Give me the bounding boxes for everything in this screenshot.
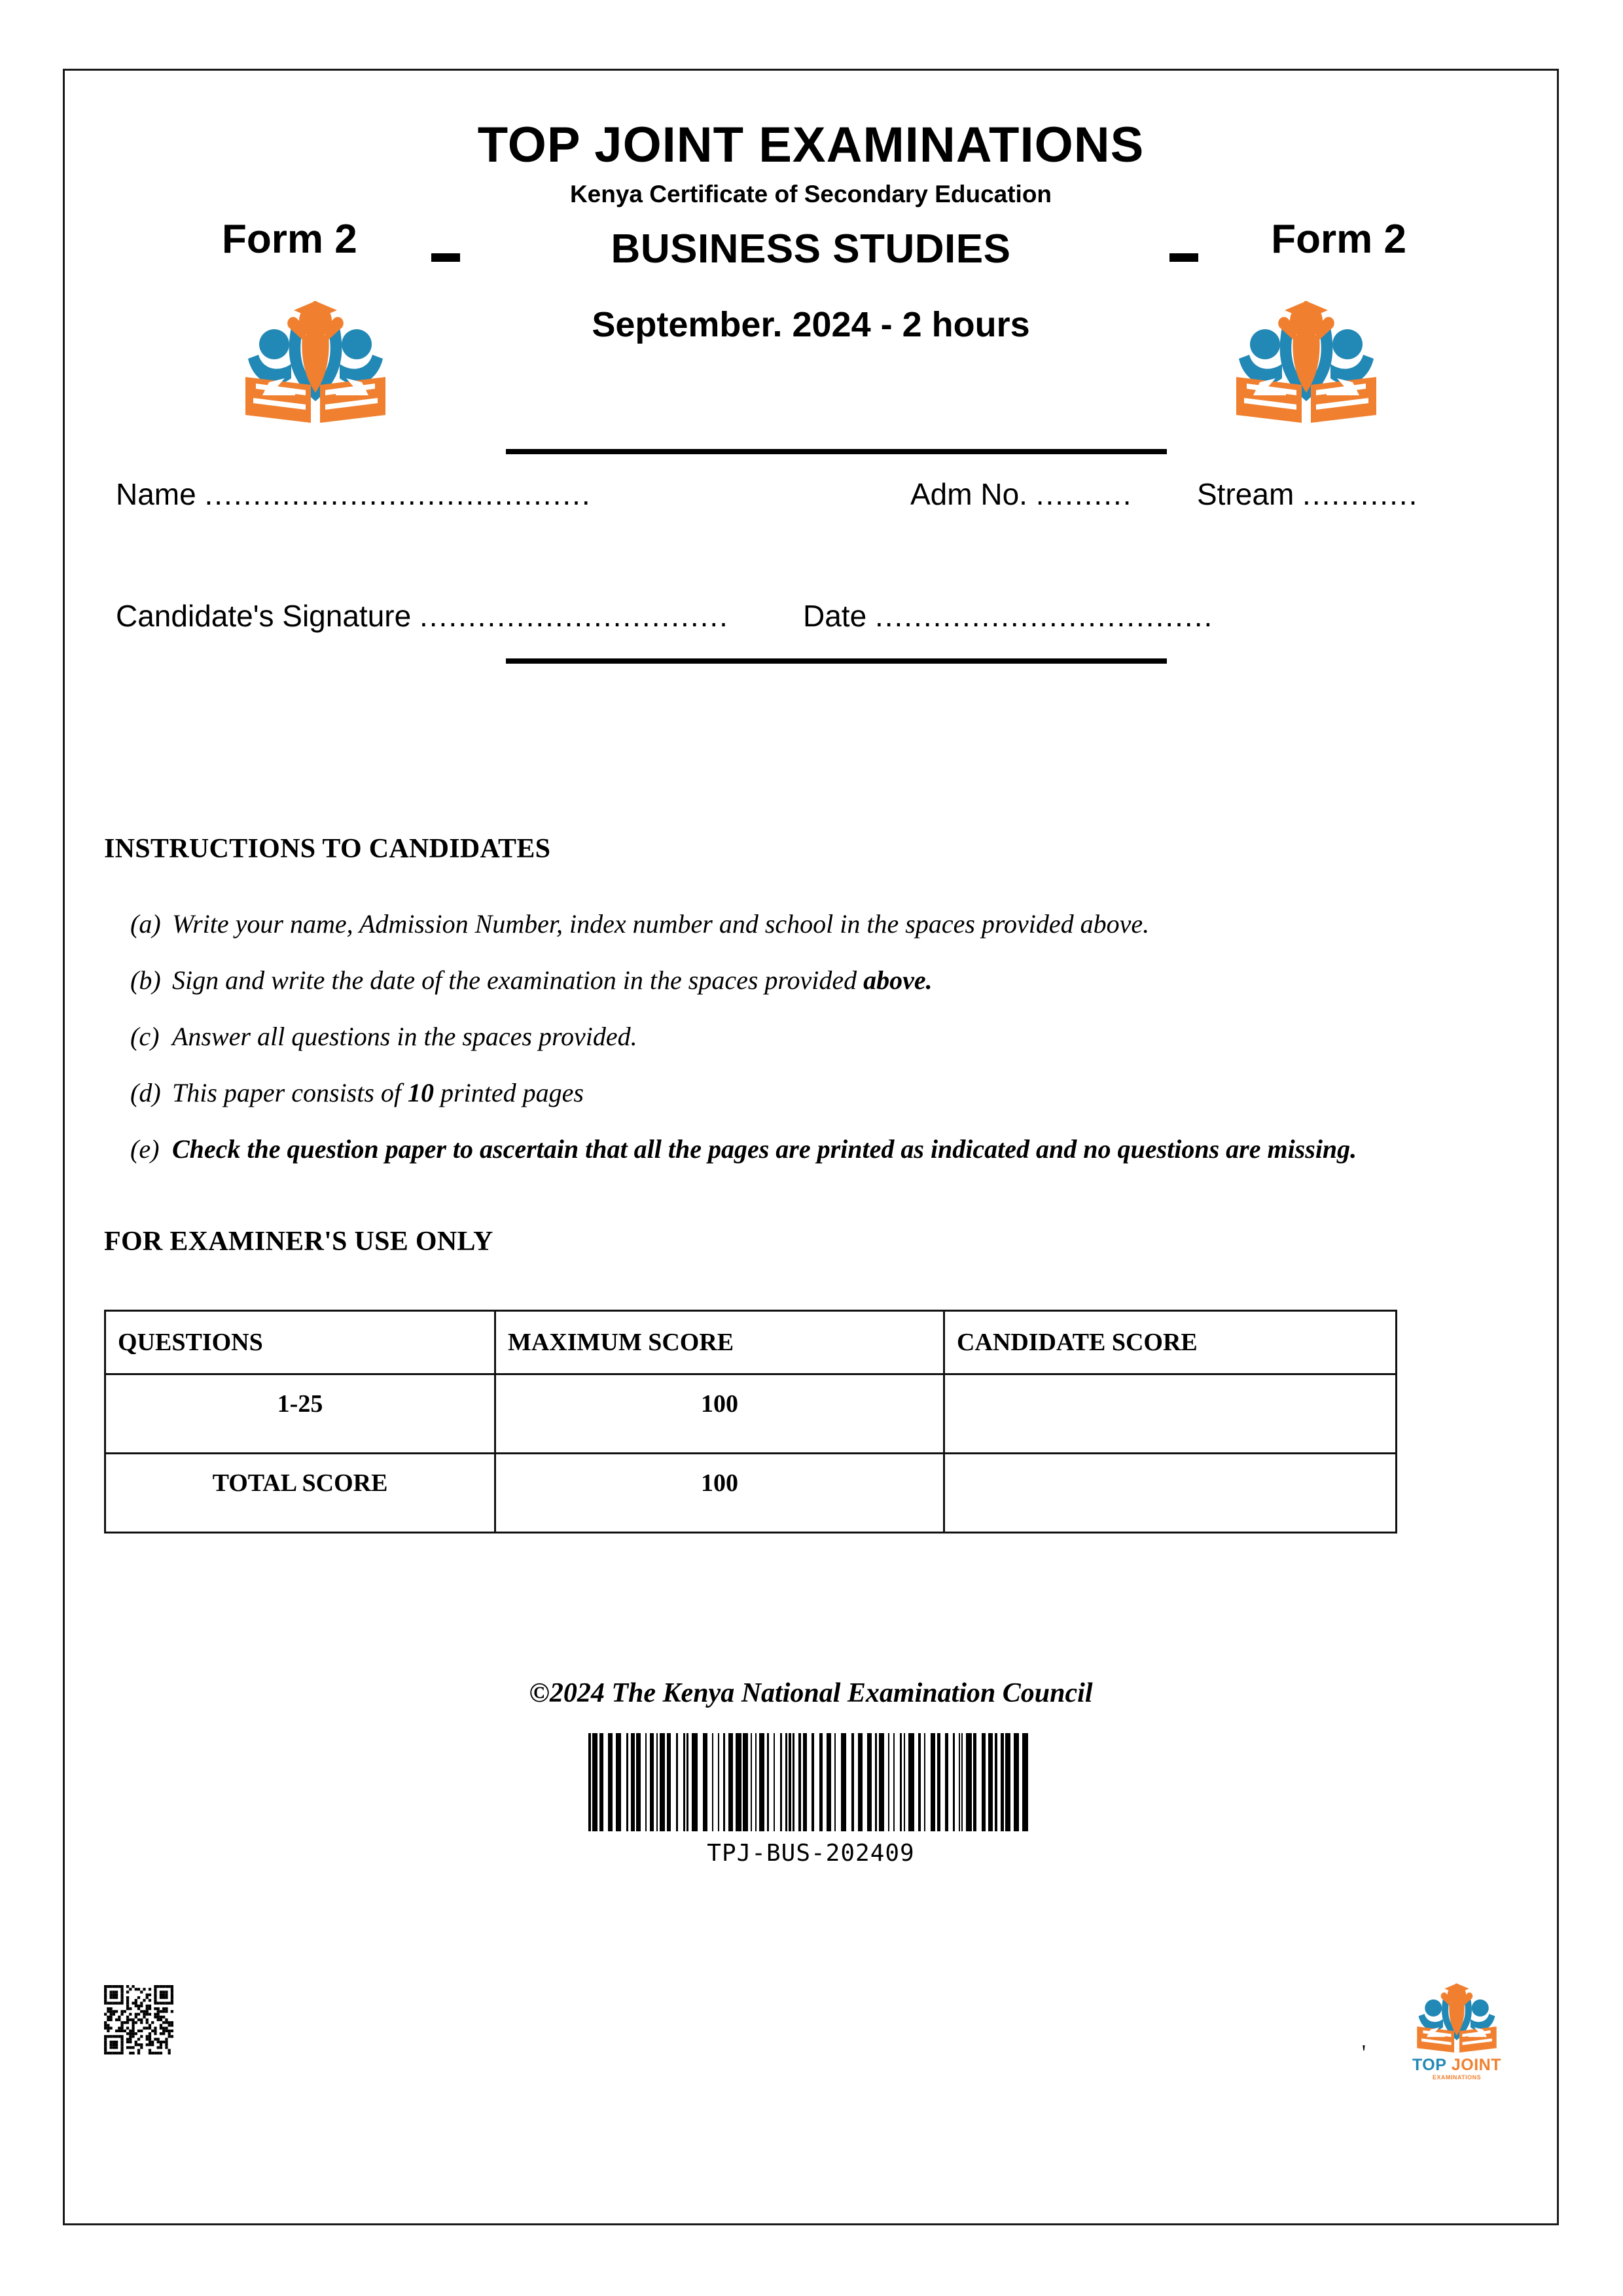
signature-label: Candidate's Signature [116, 599, 412, 633]
column-header-questions: QUESTIONS [105, 1311, 495, 1374]
candidate-name-row [65, 476, 1557, 533]
column-header-candidate-score: CANDIDATE SCORE [944, 1311, 1397, 1374]
instruction-item-e [104, 1130, 1452, 1168]
stream-dotted-line: ............ [1302, 477, 1419, 511]
stream-field[interactable] [1197, 476, 1418, 512]
instruction-marker: (c) [130, 1022, 160, 1051]
dash-right-icon [1169, 253, 1198, 262]
cell-candidate-score[interactable] [944, 1374, 1397, 1454]
date-dotted-line: ................................... [874, 599, 1214, 633]
form-label-right: Form 2 [1271, 217, 1406, 262]
instructions-section [104, 833, 1452, 1187]
instruction-text: Answer all questions in the spaces provided. [172, 1022, 637, 1051]
barcode-icon [588, 1733, 1033, 1831]
name-dotted-line: ........................................ [204, 477, 592, 511]
table-header-row [105, 1311, 1397, 1374]
instruction-text: This paper consists of 10 printed pages [172, 1078, 584, 1107]
instruction-marker: (a) [130, 909, 161, 939]
header-rule-bottom [506, 658, 1167, 664]
instruction-item-d [104, 1074, 1452, 1112]
barcode-block [65, 1733, 1557, 1867]
name-label: Name [116, 477, 196, 511]
top-joint-logo-left [240, 287, 391, 427]
cell-total-label: TOTAL SCORE [105, 1454, 495, 1533]
subject-row [65, 215, 1557, 287]
instruction-marker: (b) [130, 965, 161, 995]
qr-code-icon [104, 1985, 173, 2054]
signature-field[interactable] [116, 598, 729, 634]
column-header-maximum-score: MAXIMUM SCORE [495, 1311, 944, 1374]
form-label-left: Form 2 [222, 217, 357, 262]
cell-total-candidate-score[interactable] [944, 1454, 1397, 1533]
footer-word-top: TOP [1412, 2056, 1447, 2074]
top-joint-logo-right [1231, 287, 1382, 427]
exam-date-duration: September. 2024 - 2 hours [592, 305, 1030, 344]
subject-title: BUSINESS STUDIES [611, 226, 1011, 272]
instruction-text: Check the question paper to ascertain that all the pages are printed as indicated and no questions are missing. [172, 1134, 1357, 1164]
footer-word-joint: JOINT [1451, 2056, 1502, 2074]
instruction-marker: (d) [130, 1078, 161, 1107]
instruction-text: Write your name, Admission Number, index number and school in the spaces provided above. [172, 909, 1150, 939]
instruction-item-c [104, 1018, 1452, 1056]
instruction-text: Sign and write the date of the examination in the spaces provided above. [172, 965, 933, 995]
stream-label: Stream [1197, 477, 1294, 511]
adm-no-label: Adm No. [910, 477, 1027, 511]
signature-dotted-line: ................................ [419, 599, 729, 633]
cell-maximum-score: 100 [495, 1374, 944, 1454]
instructions-list [104, 905, 1452, 1168]
exam-board-title: TOP JOINT EXAMINATIONS [477, 117, 1145, 173]
instruction-marker: (e) [130, 1134, 160, 1164]
examiner-heading: FOR EXAMINER'S USE ONLY [104, 1227, 493, 1257]
instruction-item-a [104, 905, 1452, 943]
top-joint-footer-logo [1401, 1975, 1512, 2083]
header-rule-top [506, 449, 1167, 454]
cell-total-maximum-score: 100 [495, 1454, 944, 1533]
table-row [105, 1374, 1397, 1454]
name-field[interactable] [116, 476, 592, 512]
examiner-score-table [104, 1310, 1397, 1534]
footer-subtext: EXAMINATIONS [1432, 2074, 1482, 2081]
candidate-signature-row [65, 598, 1557, 655]
adm-no-dotted-line: .......... [1035, 477, 1133, 511]
header-block [65, 71, 1557, 345]
date-field[interactable] [803, 598, 1213, 634]
examiner-section [104, 1226, 1452, 1534]
adm-no-field[interactable] [910, 476, 1133, 512]
stray-apostrophe-mark: ' [1361, 2041, 1366, 2065]
footer-wordmark [1401, 2057, 1512, 2073]
qualification-subtitle: Kenya Certificate of Secondary Education [569, 181, 1052, 207]
table-row [105, 1454, 1397, 1533]
instructions-heading: INSTRUCTIONS TO CANDIDATES [104, 834, 551, 864]
cell-questions-range: 1-25 [105, 1374, 495, 1454]
instruction-item-b [104, 961, 1452, 999]
barcode-value: TPJ-BUS-202409 [707, 1840, 915, 1867]
date-label: Date [803, 599, 867, 633]
candidate-details-block [65, 476, 1557, 633]
exam-cover-page [63, 69, 1559, 2225]
copyright-notice: ©2024 The Kenya National Examination Council [529, 1678, 1093, 1708]
